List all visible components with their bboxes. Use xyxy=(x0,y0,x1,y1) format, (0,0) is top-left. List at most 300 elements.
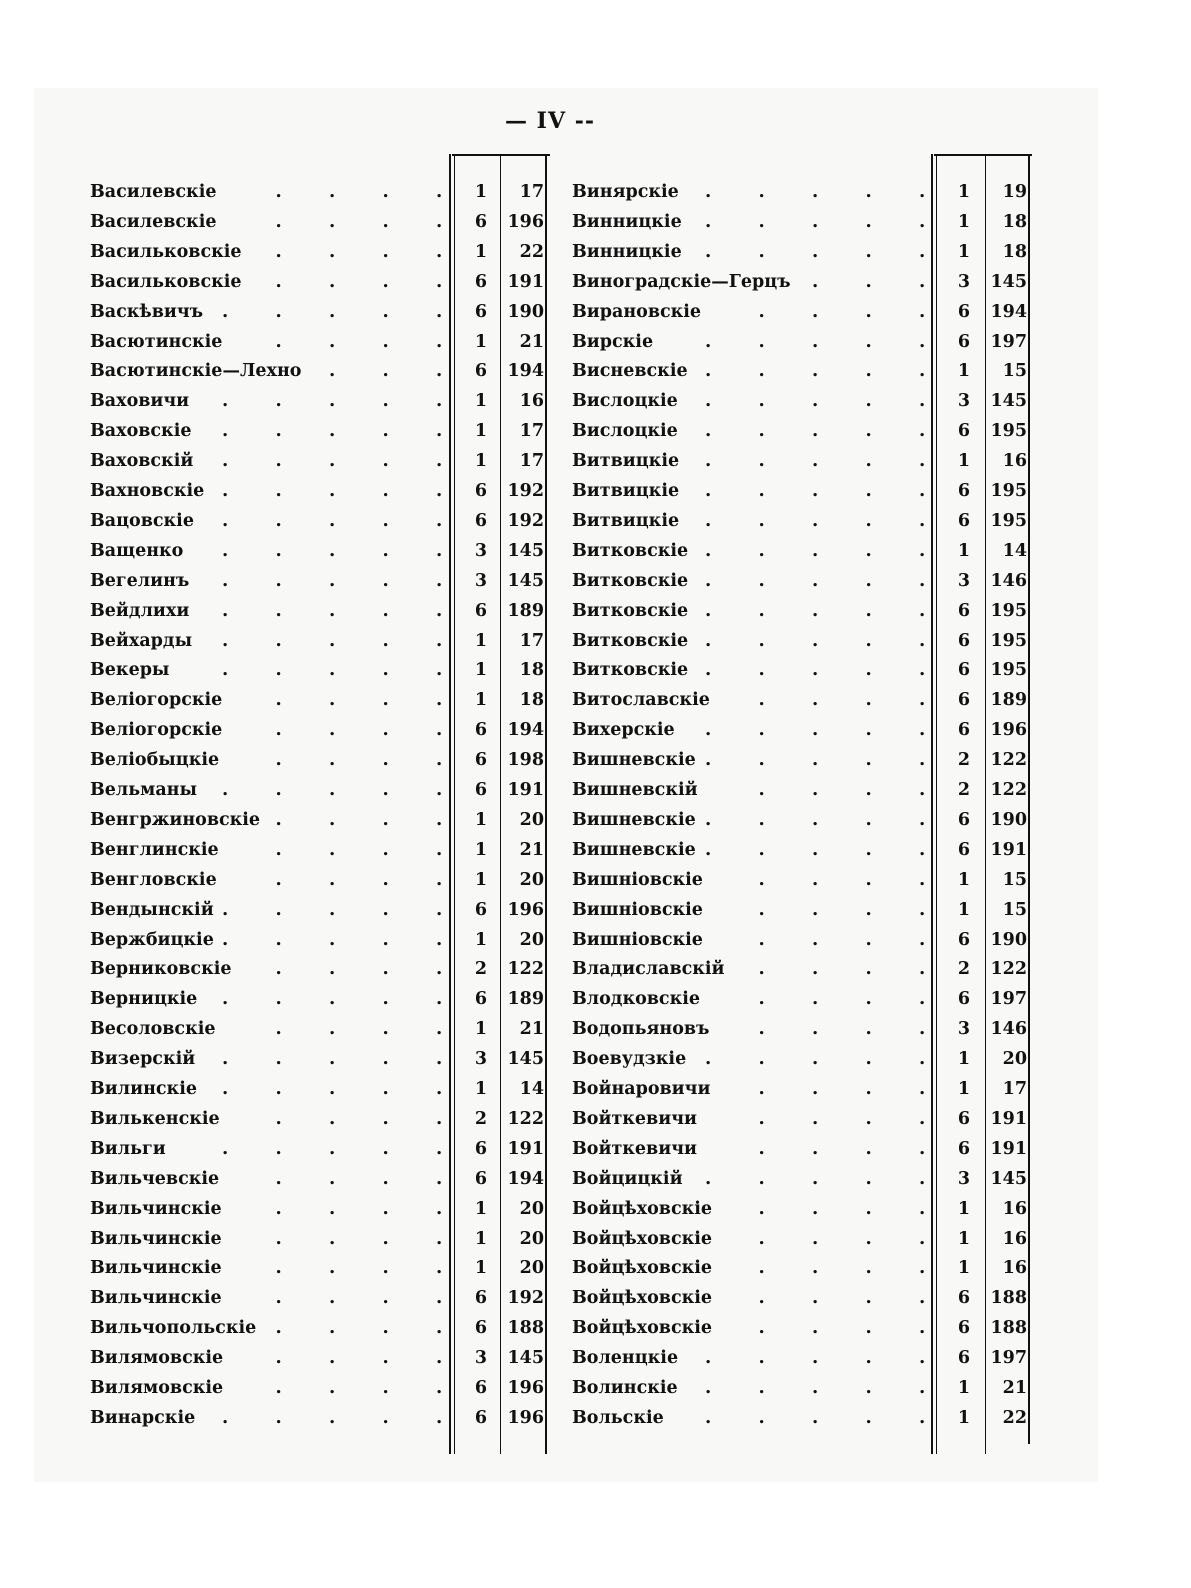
entry-surname: Винницкіе xyxy=(572,211,682,232)
entry-surname: Васютинскіе—Лехно xyxy=(90,361,302,382)
index-entry: Векеры . . . . . 1 18 xyxy=(0,655,1191,685)
entry-surname: Ваховичи xyxy=(90,391,190,412)
entry-volume: 6 xyxy=(474,989,487,1010)
entry-page: 17 xyxy=(519,182,544,202)
entry-page: 122 xyxy=(990,750,1027,771)
entry-volume: 6 xyxy=(474,1138,487,1159)
index-entry: Вилинскіе . . . . . 1 14 xyxy=(0,1074,1191,1104)
entry-page: 21 xyxy=(1002,1378,1027,1398)
entry-page: 190 xyxy=(507,301,544,322)
entry-page: 16 xyxy=(1002,451,1027,472)
entry-surname: Вельманы xyxy=(90,780,198,800)
index-entry: Венгловскіе . . . . 1 20 xyxy=(0,865,1191,895)
entry-page: 191 xyxy=(990,1108,1027,1129)
entry-surname: Вольскіе xyxy=(572,1407,664,1428)
entry-volume: 6 xyxy=(957,510,970,531)
entry-page: 21 xyxy=(519,839,544,860)
index-entry: Визерскій . . . . . 3 145 xyxy=(0,1044,1191,1074)
index-entry: Венглинскіе . . . . 1 21 xyxy=(0,835,1191,865)
index-entry: Витвицкіе . . . . . 1 16 xyxy=(0,446,1191,476)
index-entry: Вейдлихи . . . . . 6 189 xyxy=(0,596,1191,626)
entry-page: 20 xyxy=(519,809,544,830)
entry-surname: Винарскіе xyxy=(90,1407,196,1428)
index-entry: Вацовскіе . . . . . 6 192 xyxy=(0,506,1191,536)
entry-page: 191 xyxy=(990,839,1027,860)
entry-surname: Вилькенскіе xyxy=(90,1108,220,1129)
entry-surname: Витковскіе xyxy=(572,540,689,561)
entry-surname: Вишніовскіе xyxy=(572,929,703,950)
entry-page: 190 xyxy=(990,929,1027,950)
entry-surname: Вегелинъ xyxy=(90,570,190,591)
entry-page: 195 xyxy=(990,510,1027,531)
entry-volume: 1 xyxy=(474,1228,487,1249)
index-entry: Василевскіе . . . . 1 17 xyxy=(0,177,1191,207)
index-entry: Вельманы . . . . . 6 191 xyxy=(0,775,1191,805)
entry-surname: Вильчевскіе xyxy=(90,1168,220,1189)
entry-volume: 3 xyxy=(957,1168,970,1189)
entry-volume: 6 xyxy=(957,809,970,830)
entry-surname: Витковскіе xyxy=(572,660,689,681)
entry-page: 194 xyxy=(507,1168,544,1189)
entry-surname: Веліобыцкіе xyxy=(90,750,220,771)
index-entry: Витковскіе . . . . . 3 146 xyxy=(0,566,1191,596)
entry-surname: Вилинскіе xyxy=(90,1079,197,1099)
index-entry: Войцѣховскіе . . . . 6 188 xyxy=(0,1313,1191,1343)
entry-page: 17 xyxy=(1002,1079,1027,1099)
entry-page: 196 xyxy=(507,211,544,232)
entry-surname: Василевскіе xyxy=(90,211,217,232)
entry-page: 20 xyxy=(519,929,544,950)
entry-page: 195 xyxy=(990,630,1027,651)
entry-volume: 1 xyxy=(957,1079,970,1099)
entry-volume: 6 xyxy=(957,421,970,442)
entry-page: 18 xyxy=(519,690,544,711)
entry-page: 16 xyxy=(519,391,544,412)
index-entry: Водопьяновъ . . . . 3 146 xyxy=(0,1014,1191,1044)
entry-page: 17 xyxy=(519,451,544,472)
entry-surname: Вильчинскіе xyxy=(90,1228,222,1249)
entry-surname: Венглинскіе xyxy=(90,839,219,860)
entry-volume: 3 xyxy=(957,1019,970,1040)
entry-surname: Вендынскій xyxy=(90,899,214,920)
index-entry: Вильчинскіе . . . . 1 20 xyxy=(0,1253,1191,1283)
entry-surname: Весоловскіе xyxy=(90,1019,216,1040)
entry-volume: 6 xyxy=(474,510,487,531)
entry-volume: 1 xyxy=(474,839,487,860)
entry-page: 196 xyxy=(507,1407,544,1428)
entry-volume: 6 xyxy=(474,1168,487,1189)
entry-volume: 1 xyxy=(957,211,970,232)
entry-surname: Водопьяновъ xyxy=(572,1019,710,1040)
entry-volume: 6 xyxy=(474,301,487,322)
entry-surname: Венгржиновскіе xyxy=(90,809,261,830)
entry-page: 196 xyxy=(507,1378,544,1398)
index-entry: Верницкіе . . . . . 6 189 xyxy=(0,984,1191,1014)
entry-volume: 6 xyxy=(957,301,970,322)
entry-page: 14 xyxy=(519,1079,544,1099)
index-entry: Витвицкіе . . . . . 6 195 xyxy=(0,506,1191,536)
entry-surname: Ваховскій xyxy=(90,451,194,472)
index-entry: Воевудзкіе . . . . . 1 20 xyxy=(0,1044,1191,1074)
entry-volume: 2 xyxy=(957,750,970,771)
entry-volume: 6 xyxy=(474,1288,487,1309)
left-table-top-rule xyxy=(452,154,550,156)
index-entry: Ваховичи . . . . . 1 16 xyxy=(0,386,1191,416)
entry-volume: 3 xyxy=(474,1348,487,1369)
index-entry: Вегелинъ . . . . . 3 145 xyxy=(0,566,1191,596)
entry-volume: 6 xyxy=(474,1318,487,1339)
entry-volume: 1 xyxy=(957,540,970,561)
index-entry: Васютинскіе . . . . 1 21 xyxy=(0,327,1191,357)
entry-surname: Вейдлихи xyxy=(90,600,190,621)
entry-page: 16 xyxy=(1002,1228,1027,1249)
index-entry: Вислоцкіе . . . . . 6 195 xyxy=(0,416,1191,446)
entry-page: 145 xyxy=(507,540,544,561)
entry-page: 191 xyxy=(507,1138,544,1159)
entry-page: 195 xyxy=(990,421,1027,442)
entry-surname: Воевудзкіе xyxy=(572,1049,687,1070)
entry-volume: 2 xyxy=(474,1108,487,1129)
index-entry: Вольскіе . . . . . 1 22 xyxy=(0,1403,1191,1433)
index-entry: Войцѣховскіе . . . . 6 188 xyxy=(0,1283,1191,1313)
entry-page: 196 xyxy=(507,899,544,920)
entry-page: 197 xyxy=(990,989,1027,1010)
entry-page: 191 xyxy=(507,780,544,800)
entry-volume: 6 xyxy=(957,481,970,501)
entry-surname: Войткевичи xyxy=(572,1138,697,1159)
index-entry: Васильковскіе . . . . 1 22 xyxy=(0,237,1191,267)
right-table-top-rule xyxy=(934,154,1032,156)
entry-surname: Вислоцкіе xyxy=(572,391,678,412)
entry-volume: 1 xyxy=(957,182,970,202)
entry-page: 122 xyxy=(507,959,544,980)
index-entry: Вишневскіе . . . . . 6 190 xyxy=(0,805,1191,835)
entry-page: 20 xyxy=(519,1258,544,1279)
entry-page: 192 xyxy=(507,1288,544,1309)
entry-surname: Владиславскій xyxy=(572,959,725,980)
entry-page: 188 xyxy=(507,1318,544,1339)
index-entry: Вильчинскіе . . . . 6 192 xyxy=(0,1283,1191,1313)
index-entry: Вирановскіе . . . . 6 194 xyxy=(0,297,1191,327)
entry-surname: Вахновскіе xyxy=(90,481,205,501)
entry-surname: Вацовскіе xyxy=(90,510,194,531)
entry-volume: 6 xyxy=(957,839,970,860)
entry-page: 15 xyxy=(1002,899,1027,920)
index-entry: Ващенко . . . . . 3 145 xyxy=(0,536,1191,566)
entry-volume: 3 xyxy=(957,570,970,591)
entry-surname: Вишніовскіе xyxy=(572,869,703,890)
index-entry: Войткевичи . . . . 6 191 xyxy=(0,1104,1191,1134)
entry-page: 15 xyxy=(1002,361,1027,382)
entry-volume: 1 xyxy=(474,451,487,472)
index-entry: Винарскіе . . . . . 6 196 xyxy=(0,1403,1191,1433)
entry-volume: 6 xyxy=(474,481,487,501)
entry-volume: 1 xyxy=(957,361,970,382)
entry-surname: Васильковскіе xyxy=(90,271,242,292)
entry-volume: 2 xyxy=(957,780,970,800)
index-entry: Витковскіе . . . . . 6 195 xyxy=(0,655,1191,685)
index-entry: Ваховскіе . . . . . 1 17 xyxy=(0,416,1191,446)
entry-volume: 6 xyxy=(474,1407,487,1428)
entry-volume: 1 xyxy=(957,1198,970,1219)
entry-volume: 6 xyxy=(474,361,487,382)
entry-page: 197 xyxy=(990,1348,1027,1369)
entry-surname: Вирскіе xyxy=(572,331,654,352)
entry-volume: 1 xyxy=(957,1228,970,1249)
index-entry: Вильчопольскіе . . . . 6 188 xyxy=(0,1313,1191,1343)
index-entry: Вильчинскіе . . . . 1 20 xyxy=(0,1224,1191,1254)
index-entry: Витвицкіе . . . . . 6 195 xyxy=(0,476,1191,506)
entry-volume: 6 xyxy=(474,899,487,920)
entry-volume: 1 xyxy=(474,421,487,442)
index-entry: Виноградскіе—Герцъ . . . 3 145 xyxy=(0,267,1191,297)
entry-page: 146 xyxy=(990,1019,1027,1040)
index-entry: Васютинскіе—Лехно . . . 6 194 xyxy=(0,356,1191,386)
entry-surname: Вишневскіе xyxy=(572,809,696,830)
index-entry: Веліобыцкіе . . . . 6 198 xyxy=(0,745,1191,775)
entry-page: 22 xyxy=(519,241,544,262)
entry-volume: 6 xyxy=(957,690,970,711)
entry-surname: Василевскіе xyxy=(90,182,217,202)
entry-surname: Витковскіе xyxy=(572,600,689,621)
entry-surname: Вильчинскіе xyxy=(90,1258,222,1279)
entry-surname: Витковскіе xyxy=(572,630,689,651)
index-entry: Венгржиновскіе . . . . 1 20 xyxy=(0,805,1191,835)
entry-page: 145 xyxy=(507,1348,544,1369)
entry-page: 189 xyxy=(507,600,544,621)
index-entry: Витковскіе . . . . . 1 14 xyxy=(0,536,1191,566)
entry-page: 15 xyxy=(1002,869,1027,890)
entry-surname: Витвицкіе xyxy=(572,451,680,472)
entry-volume: 2 xyxy=(957,959,970,980)
entry-page: 146 xyxy=(990,570,1027,591)
entry-surname: Вихерскіе xyxy=(572,720,675,741)
entry-volume: 6 xyxy=(474,750,487,771)
index-entry: Вильчинскіе . . . . 1 20 xyxy=(0,1194,1191,1224)
entry-volume: 1 xyxy=(474,331,487,352)
entry-page: 122 xyxy=(507,1108,544,1129)
entry-surname: Васильковскіе xyxy=(90,241,242,262)
entry-volume: 6 xyxy=(474,600,487,621)
index-entry: Вихерскіе . . . . . 6 196 xyxy=(0,715,1191,745)
entry-surname: Витославскіе xyxy=(572,690,710,711)
index-entry: Василевскіе . . . . 6 196 xyxy=(0,207,1191,237)
entry-page: 189 xyxy=(507,989,544,1010)
entry-volume: 3 xyxy=(474,1049,487,1070)
index-entry: Веліогорскіе . . . . 1 18 xyxy=(0,685,1191,715)
index-entry: Витковскіе . . . . . 6 195 xyxy=(0,596,1191,626)
entry-volume: 1 xyxy=(474,391,487,412)
entry-surname: Визерскій xyxy=(90,1049,196,1070)
entry-surname: Вилямовскіе xyxy=(90,1378,224,1398)
entry-page: 145 xyxy=(990,1168,1027,1189)
entry-page: 189 xyxy=(990,690,1027,711)
entry-volume: 1 xyxy=(957,899,970,920)
entry-volume: 6 xyxy=(474,780,487,800)
entry-page: 190 xyxy=(990,809,1027,830)
entry-volume: 1 xyxy=(474,630,487,651)
entry-volume: 1 xyxy=(957,1049,970,1070)
index-entry: Витославскіе . . . . 6 189 xyxy=(0,685,1191,715)
index-entry: Винярскіе . . . . . 1 19 xyxy=(0,177,1191,207)
index-entry: Вильчевскіе . . . . 6 194 xyxy=(0,1164,1191,1194)
entry-surname: Вильчинскіе xyxy=(90,1288,222,1309)
entry-surname: Веліогорскіе xyxy=(90,720,223,741)
index-entry: Висневскіе . . . . . 1 15 xyxy=(0,356,1191,386)
entry-page: 21 xyxy=(519,1019,544,1040)
entry-page: 122 xyxy=(990,780,1027,800)
entry-page: 188 xyxy=(990,1318,1027,1339)
index-entry: Вислоцкіе . . . . . 3 145 xyxy=(0,386,1191,416)
entry-volume: 1 xyxy=(474,809,487,830)
index-entry: Вахновскіе . . . . . 6 192 xyxy=(0,476,1191,506)
entry-page: 195 xyxy=(990,660,1027,681)
entry-volume: 2 xyxy=(474,959,487,980)
index-entry: Вишніовскіе . . . . 1 15 xyxy=(0,865,1191,895)
entry-page: 14 xyxy=(1002,540,1027,561)
entry-surname: Войцѣховскіе xyxy=(572,1318,713,1339)
entry-volume: 6 xyxy=(957,331,970,352)
entry-page: 22 xyxy=(1002,1407,1027,1428)
entry-surname: Вержбицкіе xyxy=(90,929,214,950)
entry-page: 20 xyxy=(519,869,544,890)
entry-surname: Волинскіе xyxy=(572,1378,678,1398)
index-entry: Витковскіе . . . . . 6 195 xyxy=(0,626,1191,656)
index-entry: Вишніовскіе . . . . 1 15 xyxy=(0,895,1191,925)
entry-surname: Векеры xyxy=(90,660,170,681)
entry-volume: 1 xyxy=(957,1407,970,1428)
index-entry: Вилямовскіе . . . . 3 145 xyxy=(0,1343,1191,1373)
entry-surname: Витковскіе xyxy=(572,570,689,591)
entry-surname: Вишніовскіе xyxy=(572,899,703,920)
entry-volume: 1 xyxy=(957,241,970,262)
entry-surname: Винницкіе xyxy=(572,241,682,262)
entry-page: 20 xyxy=(519,1228,544,1249)
index-entry: Волинскіе . . . . . 1 21 xyxy=(0,1373,1191,1403)
index-entry: Вирскіе . . . . . 6 197 xyxy=(0,327,1191,357)
entry-volume: 3 xyxy=(474,570,487,591)
entry-page: 18 xyxy=(1002,241,1027,262)
entry-surname: Вилямовскіе xyxy=(90,1348,224,1369)
index-entry: Веліогорскіе . . . . 6 194 xyxy=(0,715,1191,745)
entry-volume: 1 xyxy=(474,1079,487,1099)
entry-volume: 1 xyxy=(474,1258,487,1279)
entry-volume: 1 xyxy=(474,182,487,202)
entry-page: 191 xyxy=(990,1138,1027,1159)
entry-surname: Влодковскіе xyxy=(572,989,701,1010)
entry-surname: Вейхарды xyxy=(90,630,193,651)
entry-page: 195 xyxy=(990,481,1027,501)
entry-volume: 6 xyxy=(957,989,970,1010)
entry-volume: 6 xyxy=(957,600,970,621)
entry-volume: 6 xyxy=(957,630,970,651)
entry-page: 145 xyxy=(507,570,544,591)
entry-volume: 6 xyxy=(474,720,487,741)
index-entry: Воленцкіе . . . . . 6 197 xyxy=(0,1343,1191,1373)
entry-page: 194 xyxy=(990,301,1027,322)
entry-surname: Вильчопольскіе xyxy=(90,1318,257,1339)
index-entry: Ваховскій . . . . . 1 17 xyxy=(0,446,1191,476)
index-entry: Вишневскіе . . . . . 2 122 xyxy=(0,745,1191,775)
entry-volume: 6 xyxy=(474,211,487,232)
entry-volume: 6 xyxy=(957,1288,970,1309)
entry-page: 192 xyxy=(507,481,544,501)
entry-surname: Воленцкіе xyxy=(572,1348,679,1369)
entry-page: 19 xyxy=(1002,182,1027,202)
entry-surname: Вишневскіе xyxy=(572,839,696,860)
index-entry: Вишневскіе . . . . . 6 191 xyxy=(0,835,1191,865)
entry-surname: Ваховскіе xyxy=(90,421,192,442)
index-entry: Влодковскіе . . . . 6 197 xyxy=(0,984,1191,1014)
entry-surname: Висневскіе xyxy=(572,361,688,382)
entry-surname: Войцѣховскіе xyxy=(572,1258,713,1279)
entry-page: 194 xyxy=(507,720,544,741)
entry-page: 192 xyxy=(507,510,544,531)
entry-page: 188 xyxy=(990,1288,1027,1309)
index-entry: Весоловскіе . . . . 1 21 xyxy=(0,1014,1191,1044)
entry-surname: Веліогорскіе xyxy=(90,690,223,711)
index-entry: Вишніовскіе . . . . 6 190 xyxy=(0,925,1191,955)
entry-volume: 1 xyxy=(474,1019,487,1040)
entry-page: 16 xyxy=(1002,1198,1027,1219)
entry-surname: Васкѣвичъ xyxy=(90,301,204,322)
entry-surname: Вишневскій xyxy=(572,780,698,800)
entry-page: 16 xyxy=(1002,1258,1027,1279)
index-entry: Верниковскіе . . . . 2 122 xyxy=(0,954,1191,984)
entry-volume: 1 xyxy=(957,451,970,472)
entry-page: 194 xyxy=(507,361,544,382)
entry-volume: 6 xyxy=(474,1378,487,1398)
entry-volume: 1 xyxy=(474,690,487,711)
entry-volume: 3 xyxy=(957,391,970,412)
entry-page: 20 xyxy=(1002,1049,1027,1070)
index-entry: Войцѣховскіе . . . . 1 16 xyxy=(0,1224,1191,1254)
index-entry: Войцѣховскіе . . . . 1 16 xyxy=(0,1253,1191,1283)
entry-page: 195 xyxy=(990,600,1027,621)
entry-volume: 1 xyxy=(474,1198,487,1219)
entry-volume: 1 xyxy=(474,869,487,890)
entry-surname: Войнаровичи xyxy=(572,1079,711,1099)
entry-volume: 1 xyxy=(474,660,487,681)
entry-surname: Виноградскіе—Герцъ xyxy=(572,271,791,292)
entry-volume: 1 xyxy=(957,1378,970,1398)
index-entry: Васильковскіе . . . . 6 191 xyxy=(0,267,1191,297)
entry-surname: Васютинскіе xyxy=(90,331,223,352)
entry-page: 18 xyxy=(1002,211,1027,232)
entry-page: 198 xyxy=(507,750,544,771)
entry-volume: 6 xyxy=(957,1138,970,1159)
entry-surname: Вильги xyxy=(90,1138,166,1159)
entry-volume: 6 xyxy=(474,271,487,292)
index-entry: Вейхарды . . . . . 1 17 xyxy=(0,626,1191,656)
index-entry: Винницкіе . . . . . 1 18 xyxy=(0,237,1191,267)
entry-page: 122 xyxy=(990,959,1027,980)
entry-page: 145 xyxy=(507,1049,544,1070)
entry-page: 145 xyxy=(990,391,1027,412)
page-number-header: — IV -- xyxy=(505,108,595,134)
index-entry: Войцицкій . . . . . 3 145 xyxy=(0,1164,1191,1194)
entry-volume: 1 xyxy=(474,929,487,950)
entry-surname: Винярскіе xyxy=(572,182,679,202)
index-entry: Владиславскій . . . . 2 122 xyxy=(0,954,1191,984)
index-entry: Войцѣховскіе . . . . 1 16 xyxy=(0,1194,1191,1224)
entry-page: 145 xyxy=(990,271,1027,292)
entry-page: 197 xyxy=(990,331,1027,352)
entry-surname: Вишневскіе xyxy=(572,750,696,771)
entry-surname: Ващенко xyxy=(90,540,184,561)
entry-surname: Войцѣховскіе xyxy=(572,1228,713,1249)
entry-surname: Вислоцкіе xyxy=(572,421,678,442)
